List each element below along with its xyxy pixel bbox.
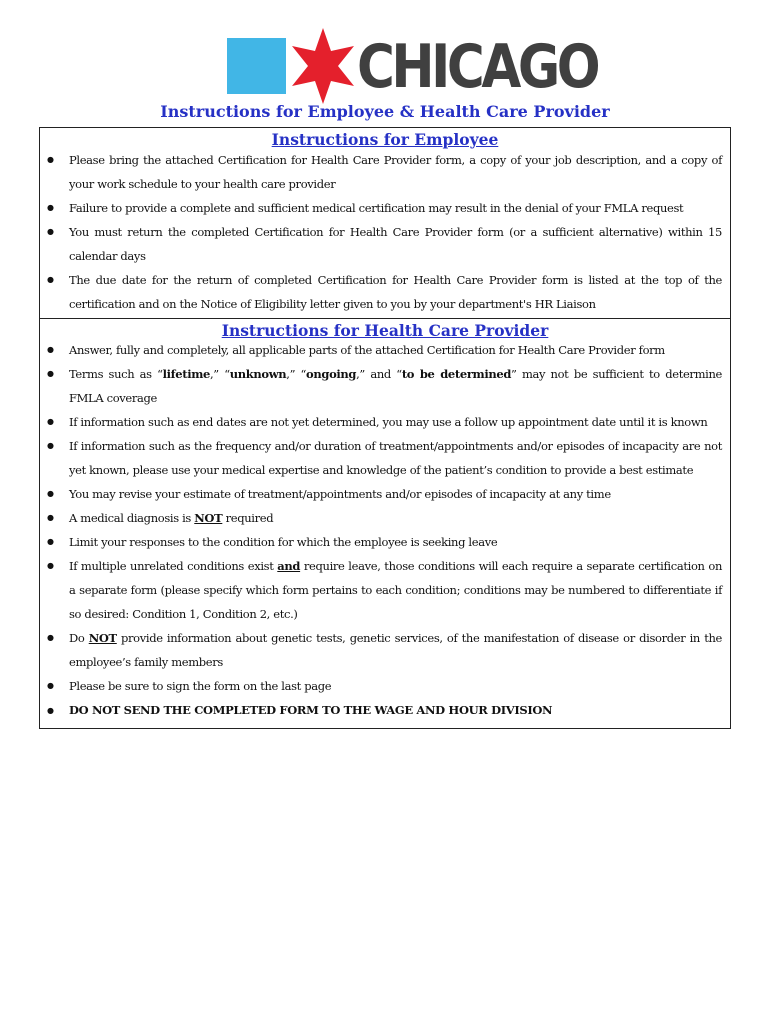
item-text: ” may not be sufficient to determine FMLA coverage <box>69 367 722 405</box>
red-star-icon <box>288 26 358 106</box>
list-item: ● The due date for the return of completed Certification for Health Care Provider form is listed at the top of the certification and on the Notice of Eligibility letter given to you by your department's HR Liaison <box>40 268 730 316</box>
term-lifetime: lifetime <box>162 367 210 381</box>
emphasis-not: NOT <box>88 631 117 645</box>
item-text: Do <box>69 631 89 645</box>
term-unknown: unknown <box>229 367 287 381</box>
emphasis-and: and <box>277 559 301 573</box>
list-item <box>40 506 730 530</box>
list-item: ● Answer, fully and completely, all applicable parts of the attached Certification for Health Care Provider form <box>40 338 730 362</box>
item-text: required <box>222 511 274 525</box>
employee-instructions-list <box>40 148 730 316</box>
logo-wordmark: CHICAGO <box>357 32 598 102</box>
item-text: require leave, those conditions will each require a separate certification on a separate form (please specify which form pertains to each condition; conditions may be numbered to differentiate if so desired: Condition 1, Condition 2, etc.) <box>69 559 722 621</box>
item-text: ,” “ <box>210 367 230 381</box>
chicago-logo <box>0 26 770 106</box>
employee-section-heading: Instructions for Employee <box>271 130 499 149</box>
list-item <box>40 626 730 674</box>
emphasis-not: NOT <box>194 511 223 525</box>
logo-blue-square <box>227 38 286 94</box>
item-text: Terms such as “ <box>69 367 163 381</box>
instructions-box <box>39 127 731 729</box>
list-item: ● You may revise your estimate of treatment/appointments and/or episodes of incapacity at any time <box>40 482 730 506</box>
item-text: ,” and “ <box>356 367 402 381</box>
item-text: A medical diagnosis is <box>69 511 195 525</box>
provider-section-heading: Instructions for Health Care Provider <box>221 321 549 340</box>
term-to-be-determined: to be determined <box>401 367 512 381</box>
list-item: ● If information such as the frequency and/or duration of treatment/appointments and/or episodes of incapacity are not yet known, please use your medical expertise and knowledge of the patient’s condition to provide a best estimate <box>40 434 730 482</box>
list-item: ● If information such as end dates are not yet determined, you may use a follow up appointment date until it is known <box>40 410 730 434</box>
section-divider <box>40 318 730 319</box>
item-text: provide information about genetic tests, genetic services, of the manifestation of disease or disorder in the employee’s family members <box>69 631 723 669</box>
list-item: ● Please be sure to sign the form on the last page <box>40 674 730 698</box>
term-ongoing: ongoing <box>306 367 357 381</box>
list-item: ● You must return the completed Certification for Health Care Provider form (or a sufficient alternative) within 15 calendar days <box>40 220 730 268</box>
list-item <box>40 362 730 410</box>
item-text: If multiple unrelated conditions exist <box>69 559 278 573</box>
list-item <box>40 554 730 626</box>
item-text: ,” “ <box>286 367 307 381</box>
list-item-warning: ● DO NOT SEND THE COMPLETED FORM TO THE WAGE AND HOUR DIVISION <box>40 698 730 722</box>
provider-instructions-list <box>40 338 730 722</box>
list-item: ● Failure to provide a complete and sufficient medical certification may result in the denial of your FMLA request <box>40 196 730 220</box>
list-item: ● Limit your responses to the condition for which the employee is seeking leave <box>40 530 730 554</box>
page-title: Instructions for Employee & Health Care Provider <box>160 102 610 121</box>
list-item: ● Please bring the attached Certification for Health Care Provider form, a copy of your job description, and a copy of your work schedule to your health care provider <box>40 148 730 196</box>
